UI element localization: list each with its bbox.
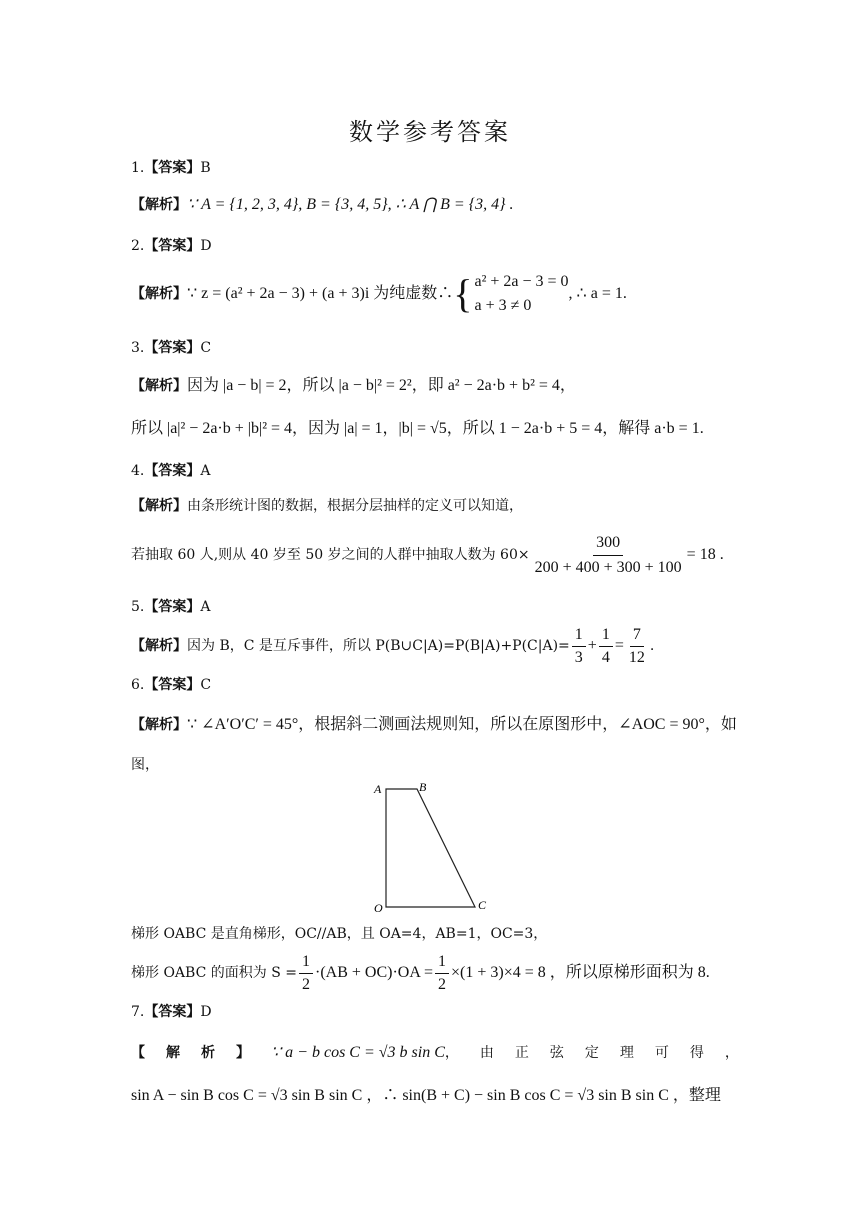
analysis-tag: 【解析】 xyxy=(131,638,187,654)
brace-symbol: { xyxy=(453,271,473,316)
q2-analysis-line xyxy=(131,266,627,322)
q1-analysis-line xyxy=(131,195,514,215)
q2-answer: D xyxy=(200,238,212,254)
q6-fraction-half-1 xyxy=(299,953,313,994)
fraction-numerator: 7 xyxy=(630,626,644,647)
q3-answer-line xyxy=(131,338,211,358)
q2-expression-pre: ∵ z = (a² + 2a − 3) + (a + 3)i 为纯虚数∴ xyxy=(187,285,454,302)
q1-number: 1. xyxy=(131,160,145,176)
q7-analysis-line-2 xyxy=(131,1086,721,1106)
answer-tag: 【答案】 xyxy=(144,238,201,254)
analysis-tag: 【解析】 xyxy=(131,717,187,733)
q3-analysis-line-1 xyxy=(131,376,576,396)
q5-analysis-line xyxy=(131,624,654,668)
plus-sign: + xyxy=(587,637,597,654)
answer-tag: 【答案】 xyxy=(144,1004,201,1020)
q5-answer-line xyxy=(131,597,210,617)
analysis-tag: 【解析】 xyxy=(131,1045,271,1061)
q6-line-4-pre: 梯形 OABC 的面积为 S = xyxy=(131,965,297,981)
q4-analysis-line-2 xyxy=(131,532,724,578)
q4-line-1: 由条形统计图的数据，根据分层抽样的定义可以知道， xyxy=(187,498,523,514)
q5-fraction-3 xyxy=(626,626,648,667)
q1-expression: ∵ A = {1, 2, 3, 4}, B = {3, 4, 5}, ∴ A ⋂ B = {3, 4} . xyxy=(187,196,514,213)
fraction-denominator: 2 xyxy=(301,975,310,993)
q3-analysis-line-2 xyxy=(131,419,704,439)
q6-line-1: ∵ ∠A′O′C′ = 45°，根据斜二测画法规则知，所以在原图形中，∠AOC = 90°，如 xyxy=(187,716,737,733)
analysis-tag: 【解析】 xyxy=(131,498,187,514)
trapezoid-oabc xyxy=(386,789,475,907)
q3-line-2: 所以 |a|² − 2a·b + |b|² = 4，因为 |a| = 1，|b| = √5，所以 1 − 2a·b + 5 = 4，解得 a·b = 1. xyxy=(131,420,704,437)
page-title: 数学参考答案 xyxy=(349,118,511,146)
q5-fraction-1 xyxy=(572,626,586,667)
q4-fraction-denominator: 200 + 400 + 300 + 100 xyxy=(534,558,682,576)
q6-line-4-post: ×(1 + 3)×4 = 8 ，所以原梯形面积为 8. xyxy=(451,964,710,981)
q6-number: 6. xyxy=(131,677,145,693)
q6-fraction-half-2 xyxy=(435,953,449,994)
answer-tag: 【答案】 xyxy=(144,599,201,615)
q2-expression-post: , ∴ a = 1. xyxy=(568,285,627,302)
analysis-tag: 【解析】 xyxy=(131,197,187,213)
q2-number: 2. xyxy=(131,238,145,254)
q5-expression-pre: 因为 B，C 是互斥事件，所以 P(B∪C|A)=P(B|A)+P(C|A)= xyxy=(187,638,570,654)
q7-analysis-line-1 xyxy=(131,1043,760,1063)
answer-tag: 【答案】 xyxy=(144,340,201,356)
q4-line-2-post: = 18 . xyxy=(686,546,724,563)
q7-answer: D xyxy=(200,1004,212,1020)
fraction-numerator: 1 xyxy=(572,626,586,647)
q4-analysis-line-1 xyxy=(131,496,523,516)
vertex-label-a: A xyxy=(374,782,382,796)
fraction-denominator: 2 xyxy=(438,975,447,993)
fraction-numerator: 1 xyxy=(299,953,313,974)
fraction-numerator: 1 xyxy=(435,953,449,974)
q3-line-1: 因为 |a − b| = 2，所以 |a − b|² = 2²，即 a² − 2a·b + b² = 4， xyxy=(187,377,576,394)
q2-system-row-1: a² + 2a − 3 = 0 xyxy=(474,273,569,290)
q4-answer: A xyxy=(200,463,211,479)
fraction-denominator: 12 xyxy=(628,648,645,666)
q7-number: 7. xyxy=(131,1004,145,1020)
vertex-label-c: C xyxy=(478,898,487,912)
q6-analysis-line-3 xyxy=(131,924,547,944)
q5-fraction-2 xyxy=(599,626,613,667)
period: . xyxy=(649,638,655,654)
vertex-label-b: B xyxy=(419,780,427,794)
q4-line-2-pre: 若抽取 60 人,则从 40 岁至 50 岁之间的人群中抽取人数为 60× xyxy=(131,547,530,563)
q7-line-2: sin A − sin B cos C = √3 sin B sin C ，∴ sin(B + C) − sin B cos C = √3 sin B sin C ，整理 xyxy=(131,1087,721,1104)
answer-tag: 【答案】 xyxy=(144,677,201,693)
q5-number: 5. xyxy=(131,599,145,615)
q6-answer: C xyxy=(200,677,212,693)
equals-sign: = xyxy=(614,637,624,654)
q7-line-1-tail: ，由正弦定理可得， xyxy=(444,1045,760,1061)
q6-line-3: 梯形 OABC 是直角梯形，OC//AB，且 OA=4，AB=1，OC=3， xyxy=(131,926,548,942)
q1-answer-line xyxy=(131,158,211,178)
q7-line-1-expression: ∵ a − b cos C = √3 b sin C xyxy=(271,1044,445,1061)
q6-line-4-mid: ·(AB + OC)·OA = xyxy=(314,964,434,981)
fraction-denominator: 4 xyxy=(601,648,610,666)
q2-system-row-2: a + 3 ≠ 0 xyxy=(474,297,532,314)
q5-answer: A xyxy=(200,599,211,615)
q4-fraction xyxy=(532,533,685,578)
q3-answer: C xyxy=(200,340,212,356)
q4-number: 4. xyxy=(131,463,145,479)
q2-equation-system xyxy=(453,270,568,318)
q3-number: 3. xyxy=(131,340,145,356)
vertex-label-o: O xyxy=(374,901,383,915)
answer-tag: 【答案】 xyxy=(144,463,201,479)
q4-fraction-numerator: 300 xyxy=(593,533,623,556)
q7-answer-line xyxy=(131,1002,212,1022)
q4-answer-line xyxy=(131,461,210,481)
answer-tag: 【答案】 xyxy=(144,160,201,176)
q1-answer: B xyxy=(200,160,211,176)
q6-analysis-line-4 xyxy=(131,951,710,995)
q6-analysis-line-1 xyxy=(131,715,737,735)
analysis-tag: 【解析】 xyxy=(131,286,187,302)
q6-line-2: 图， xyxy=(131,757,159,773)
q6-analysis-line-2 xyxy=(131,755,159,775)
fraction-denominator: 3 xyxy=(574,648,583,666)
q2-answer-line xyxy=(131,236,212,256)
analysis-tag: 【解析】 xyxy=(131,378,187,394)
fraction-numerator: 1 xyxy=(599,626,613,647)
q6-answer-line xyxy=(131,675,211,695)
